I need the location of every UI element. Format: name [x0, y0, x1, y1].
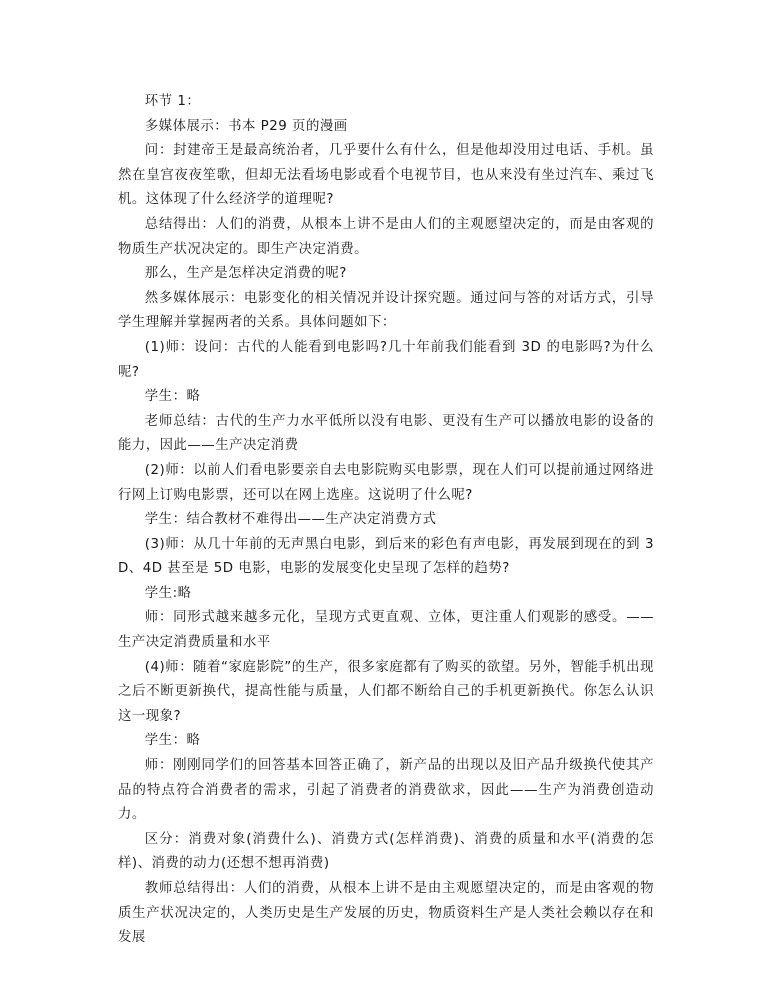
paragraph: 学生:略 [144, 585, 192, 601]
paragraph: 学生：略 [144, 733, 201, 749]
paragraph: 多媒体展示：书本 P29 页的漫画 [144, 118, 348, 134]
paragraph: (1)师：设问：古代的人能看到电影吗?几十年前我们能看到 3D 的电影吗?为什么呢? [118, 339, 654, 380]
paragraph: 师：刚刚同学们的回答基本回答正确了，新产品的出现以及旧产品升级换代使其产品的特点符合消费者的需求，引起了消费者的消费欲求，因此——生产为消费创造动力。 [118, 758, 654, 823]
paragraph: (2)师：以前人们看电影要亲自去电影院购买电影票，现在人们可以提前通过网络进行网上订购电影票，还可以在网上选座。这说明了什么呢? [118, 462, 654, 503]
paragraph: 问：封建帝王是最高统治者，几乎要什么有什么，但是他却没用过电话、手机。虽然在皇宫夜夜笙歌，但却无法看场电影或看个电视节目，也从来没有坐过汽车、乘过飞机。这体现了什么经济学的道理呢? [118, 143, 654, 208]
paragraph: 老师总结：古代的生产力水平低所以没有电影、更没有生产可以播放电影的设备的能力，因此——生产决定消费 [118, 413, 654, 454]
paragraph: 那么，生产是怎样决定消费的呢? [144, 266, 347, 282]
paragraph: 区分：消费对象(消费什么)、消费方式(怎样消费)、消费的质量和水平(消费的怎样)、消费的动力(还想不想再消费) [118, 831, 654, 872]
paragraph: 教师总结得出：人们的消费，从根本上讲不是由主观愿望决定的，而是由客观的物质生产状况决定的，人类历史是生产发展的历史，物质资料生产是人类社会赖以存在和发展 [118, 881, 654, 946]
paragraph: (3)师：从几十年前的无声黑白电影，到后来的彩色有声电影，再发展到现在的到 3D、4D 甚至是 5D 电影，电影的发展变化史呈现了怎样的趋势? [118, 536, 654, 577]
section-heading: 环节 1： [144, 94, 201, 109]
paragraph: 总结得出：人们的消费，从根本上讲不是由人们的主观愿望决定的，而是由客观的物质生产状况决定的。即生产决定消费。 [118, 216, 654, 257]
paragraph: 然多媒体展示：电影变化的相关情况并设计探究题。通过问与答的对话方式，引导学生理解并掌握两者的关系。具体问题如下： [118, 290, 654, 331]
paragraph: (4)师：随着“家庭影院”的生产，很多家庭都有了购买的欲望。另外，智能手机出现之后不断更新换代，提高性能与质量，人们都不断给自己的手机更新换代。你怎么认识这一现象? [118, 659, 654, 724]
paragraph: 师：同形式越来越多元化，呈现方式更直观、立体，更注重人们观影的感受。——生产决定消费质量和水平 [118, 610, 654, 651]
paragraph: 学生：略 [144, 389, 201, 405]
paragraph: 学生：结合教材不难得出——生产决定消费方式 [144, 512, 437, 528]
